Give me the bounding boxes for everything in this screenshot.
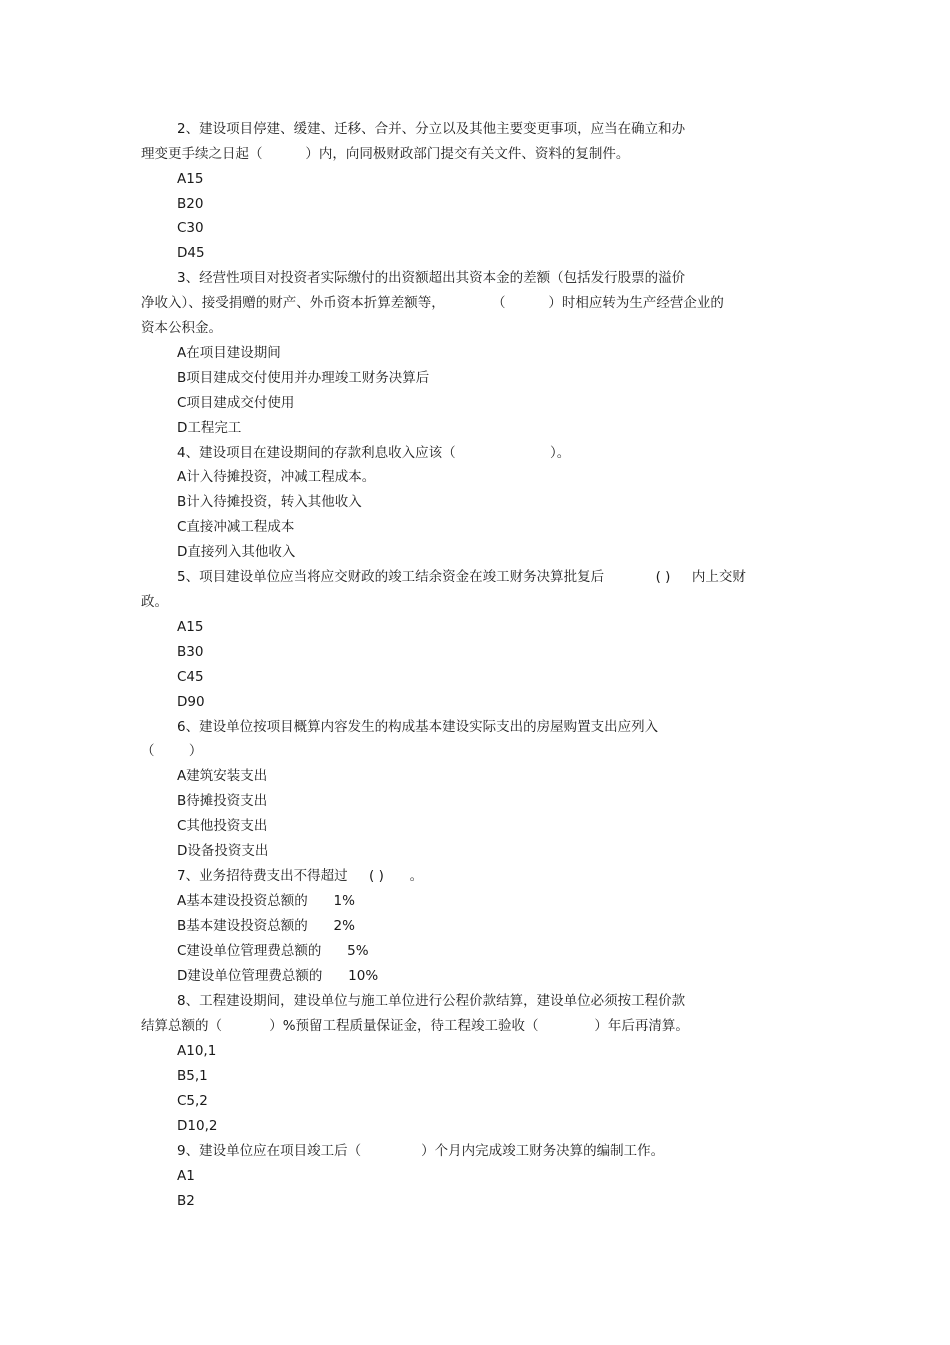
question-5-text-line-1: 5、项目建设单位应当将应交财政的竣工结余资金在竣工财务决算批复后 ( ) 内上交财 <box>177 569 746 585</box>
question-5-option-b: B30 <box>177 644 204 660</box>
question-8-option-b: B5,1 <box>177 1068 208 1084</box>
question-6-option-d: D设备投资支出 <box>177 843 269 859</box>
question-8-option-a: A10,1 <box>177 1043 217 1059</box>
question-2-option-a: A15 <box>177 171 204 187</box>
question-8-option-c: C5,2 <box>177 1093 208 1109</box>
question-7-text-line-1: 7、业务招待费支出不得超过 ( ) 。 <box>177 868 424 884</box>
question-2-option-c: C30 <box>177 220 204 236</box>
question-4-text-line-1: 4、建设项目在建设期间的存款利息收入应该（ ）。 <box>177 445 571 461</box>
question-6-option-b: B待摊投资支出 <box>177 793 268 809</box>
question-2-text-line-1: 2、建设项目停建、缓建、迁移、合并、分立以及其他主要变更事项，应当在确立和办 <box>177 121 686 137</box>
question-4-option-a: A计入待摊投资，冲减工程成本。 <box>177 469 376 485</box>
question-8-text-line-2: 结算总额的（ ）%预留工程质量保证金，待工程竣工验收（ ）年后再清算。 <box>141 1018 689 1034</box>
question-4-option-b: B计入待摊投资，转入其他收入 <box>177 494 362 510</box>
question-6-text-line-1: 6、建设单位按项目概算内容发生的构成基本建设实际支出的房屋购置支出应列入 <box>177 719 659 735</box>
question-6-text-line-2: （ ） <box>141 743 203 759</box>
question-9-text-line-1: 9、建设单位应在项目竣工后（ ）个月内完成竣工财务决算的编制工作。 <box>177 1143 665 1159</box>
question-8-option-d: D10,2 <box>177 1118 218 1134</box>
question-9-option-a: A1 <box>177 1168 195 1184</box>
question-5-option-c: C45 <box>177 669 204 685</box>
question-3-option-b: B项目建成交付使用并办理竣工财务决算后 <box>177 370 430 386</box>
question-5-option-d: D90 <box>177 694 205 710</box>
question-2-option-b: B20 <box>177 196 204 212</box>
question-3-option-c: C项目建成交付使用 <box>177 395 295 411</box>
question-7-option-c: C建设单位管理费总额的 5% <box>177 943 369 959</box>
question-3-text-line-1: 3、经营性项目对投资者实际缴付的出资额超出其资本金的差额（包括发行股票的溢价 <box>177 270 686 286</box>
question-6-option-c: C其他投资支出 <box>177 818 268 834</box>
question-5-option-a: A15 <box>177 619 204 635</box>
question-3-option-a: A在项目建设期间 <box>177 345 281 361</box>
question-7-option-b: B基本建设投资总额的 2% <box>177 918 355 934</box>
question-6-option-a: A建筑安装支出 <box>177 768 268 784</box>
question-7-option-d: D建设单位管理费总额的 10% <box>177 968 379 984</box>
question-2-text-line-2: 理变更手续之日起（ ）内，向同极财政部门提交有关文件、资料的复制件。 <box>141 146 630 162</box>
question-2-option-d: D45 <box>177 245 205 261</box>
question-3-text-line-3: 资本公积金。 <box>141 320 222 336</box>
question-8-text-line-1: 8、工程建设期间，建设单位与施工单位进行公程价款结算，建设单位必须按工程价款 <box>177 993 686 1009</box>
question-5-text-line-2: 政。 <box>141 594 168 610</box>
question-3-option-d: D工程完工 <box>177 420 242 436</box>
question-3-text-line-2: 净收入）、接受捐赠的财产、外币资本折算差额等， （ ）时相应转为生产经营企业的 <box>141 295 724 311</box>
question-4-option-d: D直接列入其他收入 <box>177 544 296 560</box>
question-4-option-c: C直接冲减工程成本 <box>177 519 295 535</box>
question-7-option-a: A基本建设投资总额的 1% <box>177 893 355 909</box>
question-9-option-b: B2 <box>177 1193 195 1209</box>
